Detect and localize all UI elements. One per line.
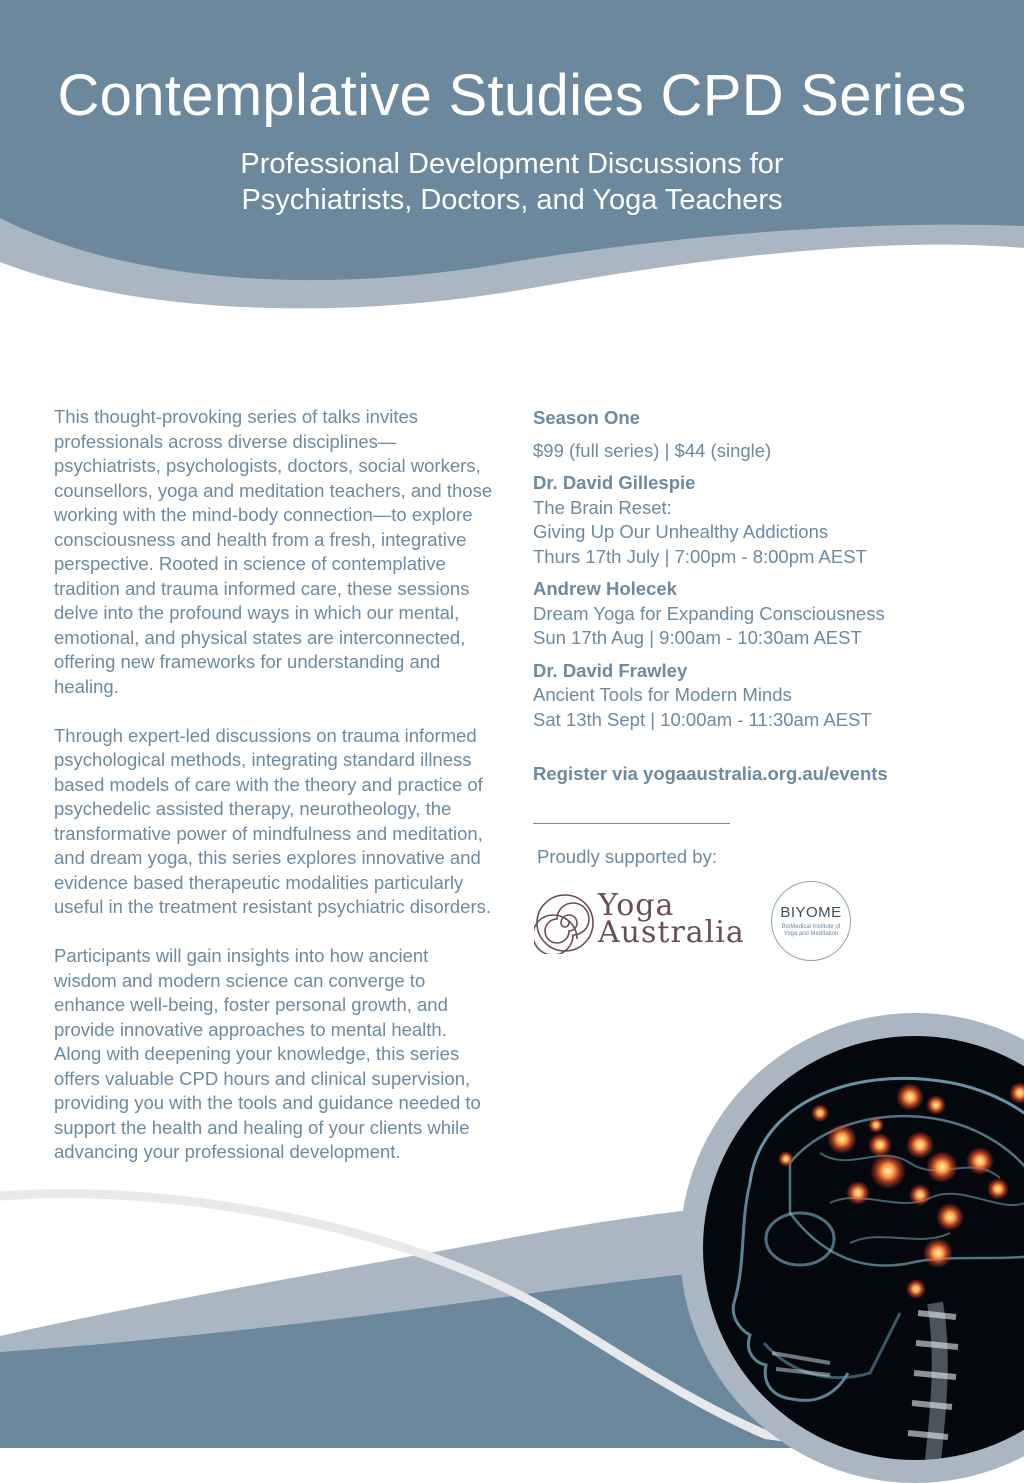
event-datetime: Sun 17th Aug | 9:00am - 10:30am AEST <box>533 627 862 648</box>
intro-text <box>54 405 494 1189</box>
register-link[interactable]: Register via yogaaustralia.org.au/events <box>533 763 888 784</box>
brain-xray-illustration <box>680 1013 1024 1483</box>
intro-paragraph-3: Participants will gain insights into how ancient wisdom and modern science can converge to enhance well-being, foster personal growth, and provide innovative approaches to mental health. Along with deepening your knowledge, this series offers valuable CPD hours and clinical supervision, providing you with the tools and guidance needed to support the health and healing of your clients while advancing your professional development. <box>54 945 481 1162</box>
biyome-name: BIYOME <box>780 904 842 921</box>
event-speaker: Dr. David Frawley <box>533 659 688 681</box>
event-datetime: Sat 13th Sept | 10:00am - 11:30am AEST <box>533 708 872 730</box>
event-title: Ancient Tools for Modern Minds <box>533 684 792 705</box>
subtitle-line-1: Professional Development Discussions for <box>240 148 784 180</box>
logo-line-1: Yoga <box>598 888 675 923</box>
page-title: Contemplative Studies CPD Series <box>57 63 967 128</box>
event-2 <box>533 577 973 651</box>
season-heading: Season One <box>533 407 640 428</box>
yoga-australia-wordmark <box>598 888 745 950</box>
intro-paragraph-2: Through expert-led discussions on trauma informed psychological methods, integrating standard illness based models of care with the theory and practice of psychedelic assisted therapy, neurotheology, the transformative power of mindfulness and meditation, and dream yoga, this series explores innovative and evidence based therapeutic modalities particularly useful in the treatment resistant psychiatric disorders. <box>54 724 491 917</box>
biyome-logo[interactable] <box>771 881 851 961</box>
price-info: $99 (full series) | $44 (single) <box>533 439 772 461</box>
page-subtitle <box>0 146 1024 218</box>
intro-paragraph-1: This thought-provoking series of talks invites professionals across diverse disciplines—psychiatrists, psychologists, doctors, social workers, counsellors, yoga and meditation teachers, and those working with the mind-body connection—to explore consciousness and health from a fresh, integrative perspective. Rooted in science of contemplative tradition and trauma informed care, these sessions delve into the profound ways in which our mental, emotional, and physical states are interconnected, offering new frameworks for understanding and healing. <box>54 406 493 697</box>
biyome-subtitle: BioMedical Institute of Yoga and Meditation <box>781 924 841 937</box>
spiral-icon <box>534 892 596 954</box>
yoga-australia-logo[interactable] <box>534 888 745 954</box>
divider <box>533 823 730 824</box>
event-speaker: Dr. David Gillespie <box>533 472 696 493</box>
event-title: Giving Up Our Unhealthy Addictions <box>533 521 829 542</box>
event-title: Dream Yoga for Expanding Consciousness <box>533 602 885 624</box>
program-details <box>533 406 973 787</box>
event-speaker: Andrew Holecek <box>533 578 677 599</box>
event-title: The Brain Reset: <box>533 496 672 518</box>
logo-line-2: Australia <box>598 915 745 950</box>
event-datetime: Thurs 17th July | 7:00pm - 8:00pm AEST <box>533 545 867 567</box>
sponsors-label: Proudly supported by: <box>537 846 717 867</box>
subtitle-line-2: Psychiatrists, Doctors, and Yoga Teachers <box>241 184 783 216</box>
event-1 <box>533 471 973 569</box>
event-3 <box>533 659 973 733</box>
